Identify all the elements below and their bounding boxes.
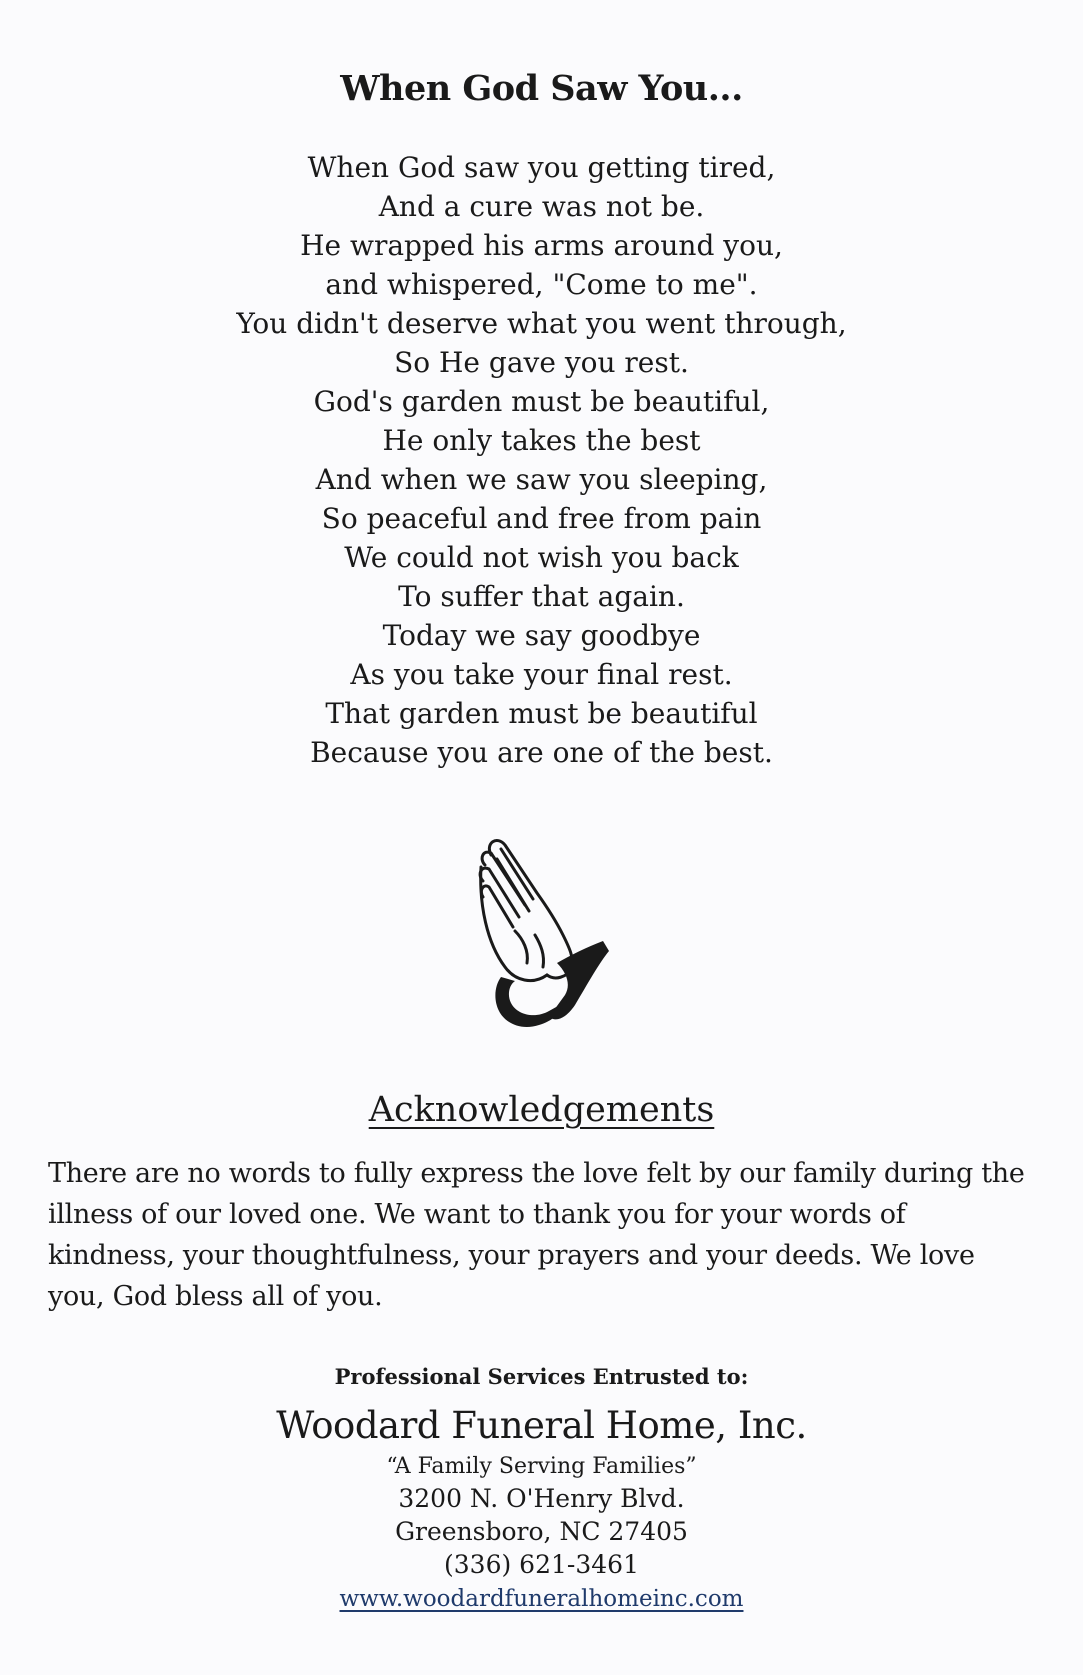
services-label: Professional Services Entrusted to:	[334, 1364, 749, 1389]
acknowledgements-title: Acknowledgements	[368, 1090, 715, 1130]
poem-line: He only takes the best	[382, 424, 701, 457]
website-link[interactable]: www.woodardfuneralhomeinc.com	[339, 1586, 744, 1612]
poem-line: God's garden must be beautiful,	[313, 385, 770, 418]
poem-line: Because you are one of the best.	[310, 736, 773, 769]
funeral-home-motto: “A Family Serving Families”	[386, 1454, 697, 1479]
poem-line: and whispered, "Come to me".	[325, 268, 758, 301]
poem-body	[0, 148, 1083, 772]
poem-line: He wrapped his arms around you,	[300, 229, 783, 262]
poem-line: You didn't deserve what you went through,	[236, 307, 847, 340]
funeral-home-name: Woodard Funeral Home, Inc.	[276, 1404, 807, 1447]
poem-line: So He gave you rest.	[394, 346, 689, 379]
poem-line: We could not wish you back	[344, 541, 739, 574]
poem-line: And when we saw you sleeping,	[315, 463, 768, 496]
poem-line: That garden must be beautiful	[325, 697, 758, 730]
praying-hands-icon	[475, 835, 610, 1035]
address-line-2: Greensboro, NC 27405	[395, 1517, 688, 1546]
poem-title: When God Saw You...	[340, 68, 743, 109]
phone-number: (336) 621-3461	[444, 1550, 639, 1579]
poem-line: So peaceful and free from pain	[321, 502, 762, 535]
funeral-home-footer	[0, 1362, 1083, 1617]
acknowledgements-text: There are no words to fully express the love felt by our family during the illness of our loved one. We want to thank you for your words of kindness, your thoughtfulness, your prayers and your deeds. We love you, God bless all of you.	[48, 1158, 1025, 1312]
poem-line: To suffer that again.	[398, 580, 685, 613]
poem-line: Today we say goodbye	[382, 619, 701, 652]
poem-line: When God saw you getting tired,	[307, 151, 776, 184]
poem-line: As you take your final rest.	[350, 658, 733, 691]
address-line-1: 3200 N. O'Henry Blvd.	[398, 1484, 685, 1513]
poem-line: And a cure was not be.	[378, 190, 705, 223]
